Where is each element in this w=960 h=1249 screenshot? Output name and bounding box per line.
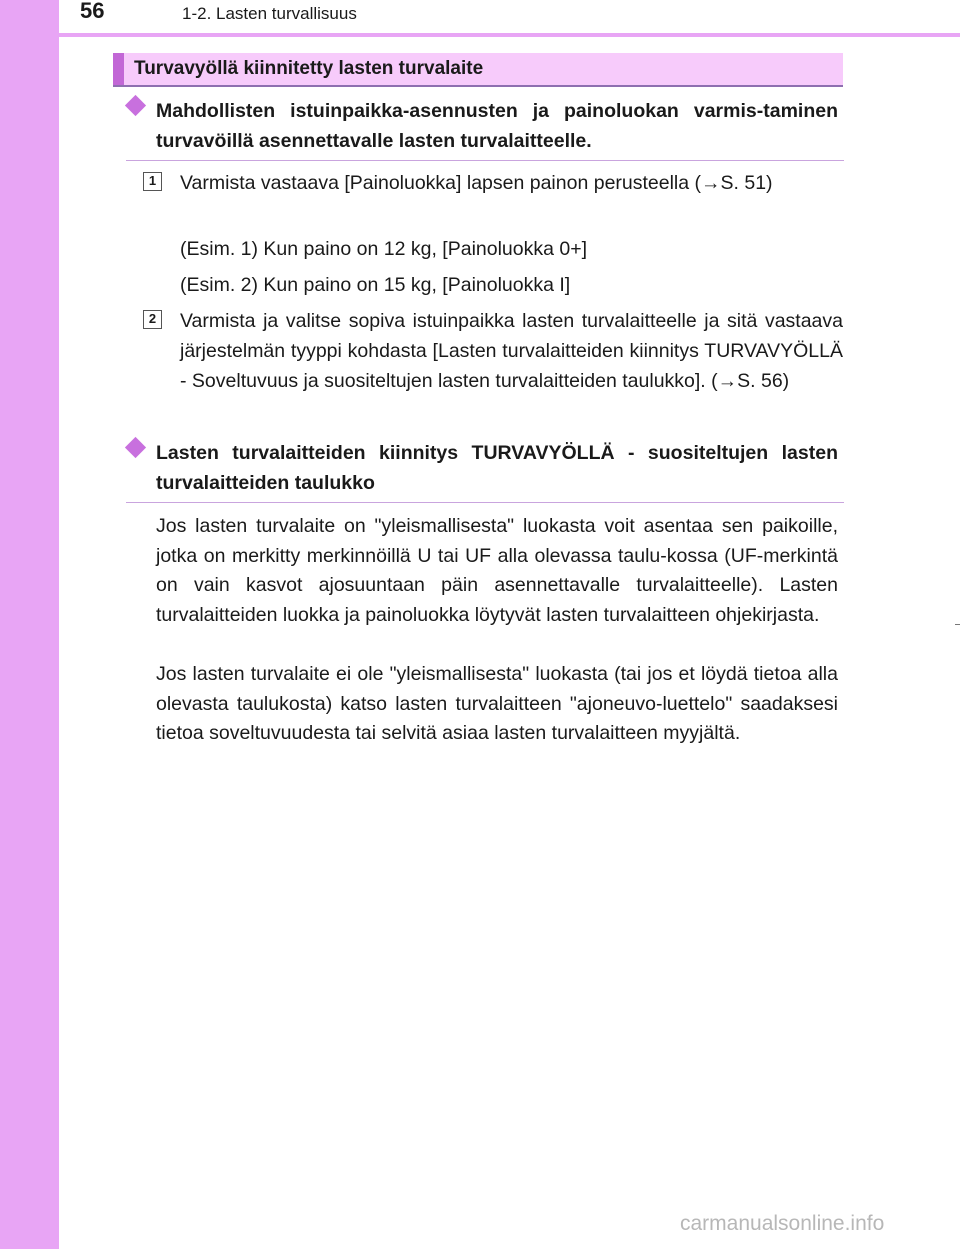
diamond-bullet-icon bbox=[125, 95, 146, 116]
section-heading-title: Turvavyöllä kiinnitetty lasten turvalaite bbox=[134, 58, 484, 79]
example-2: (Esim. 2) Kun paino on 15 kg, [Painoluokka I] bbox=[180, 274, 571, 296]
page-number: 56 bbox=[80, 0, 105, 23]
step-2 bbox=[143, 306, 843, 396]
subheading-text: Lasten turvalaitteiden kiinnitys TURVAVYÖLLÄ - suositeltujen lasten turvalaitteiden taulukko bbox=[156, 442, 838, 494]
step-text: Varmista vastaava [Painoluokka] lapsen painon perusteella (→S. 51) bbox=[180, 172, 773, 194]
section-heading-bar bbox=[113, 53, 124, 85]
section-heading-box bbox=[113, 53, 843, 87]
subheading-belt-table bbox=[126, 438, 844, 503]
example-1: (Esim. 1) Kun paino on 12 kg, [Painoluokka 0+] bbox=[180, 238, 588, 260]
step-1 bbox=[143, 168, 843, 198]
margin-tick bbox=[955, 624, 960, 625]
diamond-bullet-icon bbox=[125, 437, 146, 458]
watermark: carmanualsonline.info bbox=[680, 1212, 885, 1235]
chapter-title: 1-2. Lasten turvallisuus bbox=[182, 4, 357, 23]
subheading-seat-positions bbox=[126, 96, 844, 161]
paragraph-universal: Jos lasten turvalaite on "yleismallisesta" luokasta voit asentaa sen paikoille, jotka on merkitty merkinnöillä U tai UF alla olevassa taulu-kossa (UF-merkintä on vain kasvot ajosuuntaan päin asennettavalle turvalaitteelle). Lasten turvalaitteiden luokka ja painoluokka löytyvät lasten turvalaitteen ohjekirjasta. bbox=[156, 515, 838, 626]
subheading-text: Mahdollisten istuinpaikka-asennusten ja painoluokan varmis-taminen turvavöillä asennettavalle lasten turvalaitteelle. bbox=[156, 100, 838, 152]
paragraph-non-universal: Jos lasten turvalaite ei ole "yleismallisesta" luokasta (tai jos et löydä tietoa alla olevasta taulukosta) katso lasten turvalaitteen "ajoneuvo-luettelo" saadaksesi tietoa soveltuvuudesta tai selvitä asiaa lasten turvalaitteen myyjältä. bbox=[156, 663, 838, 745]
step-text: Varmista ja valitse sopiva istuinpaikka lasten turvalaitteelle ja sitä vastaava järjestelmän tyyppi kohdasta [Lasten turvalaitteiden kiinnitys TURVAVYÖLLÄ - Soveltuvuus ja suositeltujen lasten turvalaitteiden taulukko]. (→S. 56) bbox=[180, 310, 843, 392]
step-number-badge: 1 bbox=[143, 172, 162, 191]
left-margin-band bbox=[0, 0, 59, 1249]
header-divider bbox=[59, 33, 960, 37]
step-number-badge: 2 bbox=[143, 310, 162, 329]
